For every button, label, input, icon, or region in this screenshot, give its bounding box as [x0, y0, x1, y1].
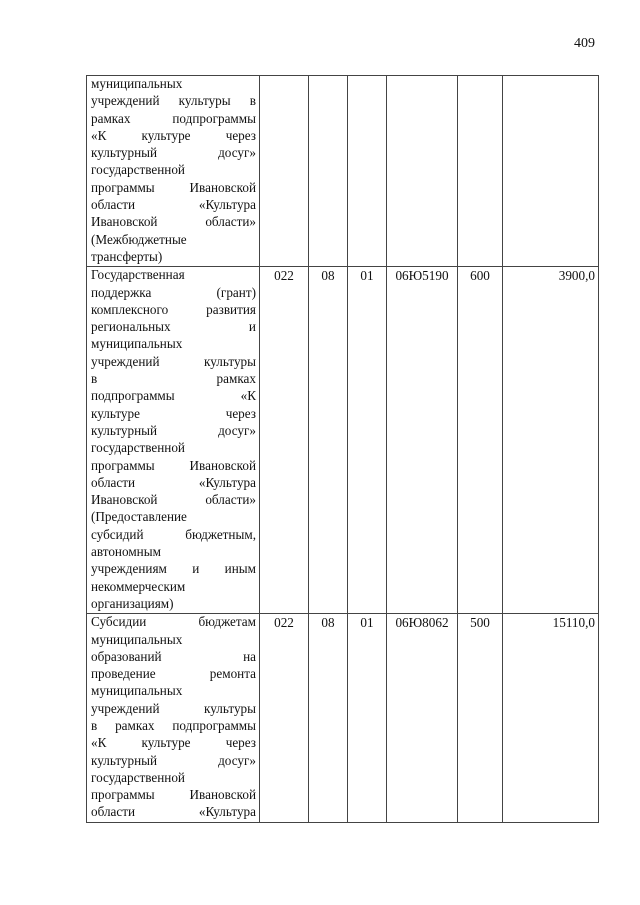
description-line: образований на	[91, 648, 256, 664]
table-body	[87, 76, 599, 823]
description-line: государственной	[91, 769, 185, 785]
amount-cell	[503, 76, 599, 267]
subsection-code-cell: 01	[348, 267, 387, 614]
description-line: области «Культура	[91, 804, 256, 820]
description-line: культуре через	[91, 405, 256, 421]
ministry-code-cell	[260, 76, 309, 267]
description-line: учреждений культуры	[91, 353, 256, 369]
description-line: программы Ивановской	[91, 179, 256, 195]
description-line: Ивановской области»	[91, 492, 256, 508]
description-line: области «Культура	[91, 197, 256, 213]
subsection-code-cell	[348, 76, 387, 267]
description-line: «К культуре через	[91, 127, 256, 143]
description-line: «К культуре через	[91, 735, 256, 751]
description-line: учреждений культуры в	[91, 93, 256, 109]
description-line: рамках подпрограммы	[91, 110, 256, 126]
description-line: субсидий бюджетным,	[91, 526, 256, 542]
description-line: государственной	[91, 440, 185, 456]
page-number: 409	[574, 36, 595, 51]
description-line: поддержка (грант)	[91, 284, 256, 300]
description-line: проведение ремонта	[91, 666, 256, 682]
description-line: муниципальных	[91, 76, 183, 91]
description-line: учреждениям и иным	[91, 561, 256, 577]
description-line: программы Ивановской	[91, 787, 256, 803]
description-line: муниципальных	[91, 336, 183, 352]
expense-type-cell	[458, 76, 503, 267]
table-row	[87, 76, 599, 267]
description-line: в рамках подпрограммы	[91, 717, 256, 733]
ministry-code-cell: 022	[260, 267, 309, 614]
description-cell	[87, 267, 260, 614]
target-article-cell	[387, 76, 458, 267]
description-line: региональных и	[91, 319, 256, 335]
ministry-code-cell: 022	[260, 614, 309, 823]
description-line: подпрограммы «К	[91, 388, 256, 404]
expense-type-cell: 600	[458, 267, 503, 614]
amount-cell: 3900,0	[503, 267, 599, 614]
description-cell	[87, 614, 260, 823]
description-line: муниципальных	[91, 683, 183, 699]
description-line: (Предоставление	[91, 509, 187, 525]
section-code-cell: 08	[309, 614, 348, 823]
description-line: культурный досуг»	[91, 422, 256, 438]
description-line: Государственная	[91, 267, 185, 283]
description-line: государственной	[91, 162, 185, 178]
target-article-cell: 06Ю5190	[387, 267, 458, 614]
description-line: области «Культура	[91, 474, 256, 490]
description-line: Субсидии бюджетам	[91, 614, 256, 630]
section-code-cell: 08	[309, 267, 348, 614]
description-line: некоммерческим	[91, 578, 186, 594]
description-line: организациям)	[91, 595, 174, 611]
description-line: муниципальных	[91, 631, 183, 647]
subsection-code-cell: 01	[348, 614, 387, 823]
target-article-cell: 06Ю8062	[387, 614, 458, 823]
table-row	[87, 267, 599, 614]
description-cell	[87, 76, 260, 267]
description-line: в рамках	[91, 371, 256, 387]
expense-type-cell: 500	[458, 614, 503, 823]
budget-table	[86, 75, 599, 823]
description-line: программы Ивановской	[91, 457, 256, 473]
description-line: трансферты)	[91, 248, 163, 264]
section-code-cell	[309, 76, 348, 267]
description-line: комплексного развития	[91, 301, 256, 317]
description-line: автономным	[91, 544, 161, 560]
amount-cell: 15110,0	[503, 614, 599, 823]
description-line: Ивановской области»	[91, 214, 256, 230]
description-line: (Межбюджетные	[91, 231, 187, 247]
description-line: учреждений культуры	[91, 700, 256, 716]
description-line: культурный досуг»	[91, 145, 256, 161]
table-row	[87, 614, 599, 823]
description-line: культурный досуг»	[91, 752, 256, 768]
